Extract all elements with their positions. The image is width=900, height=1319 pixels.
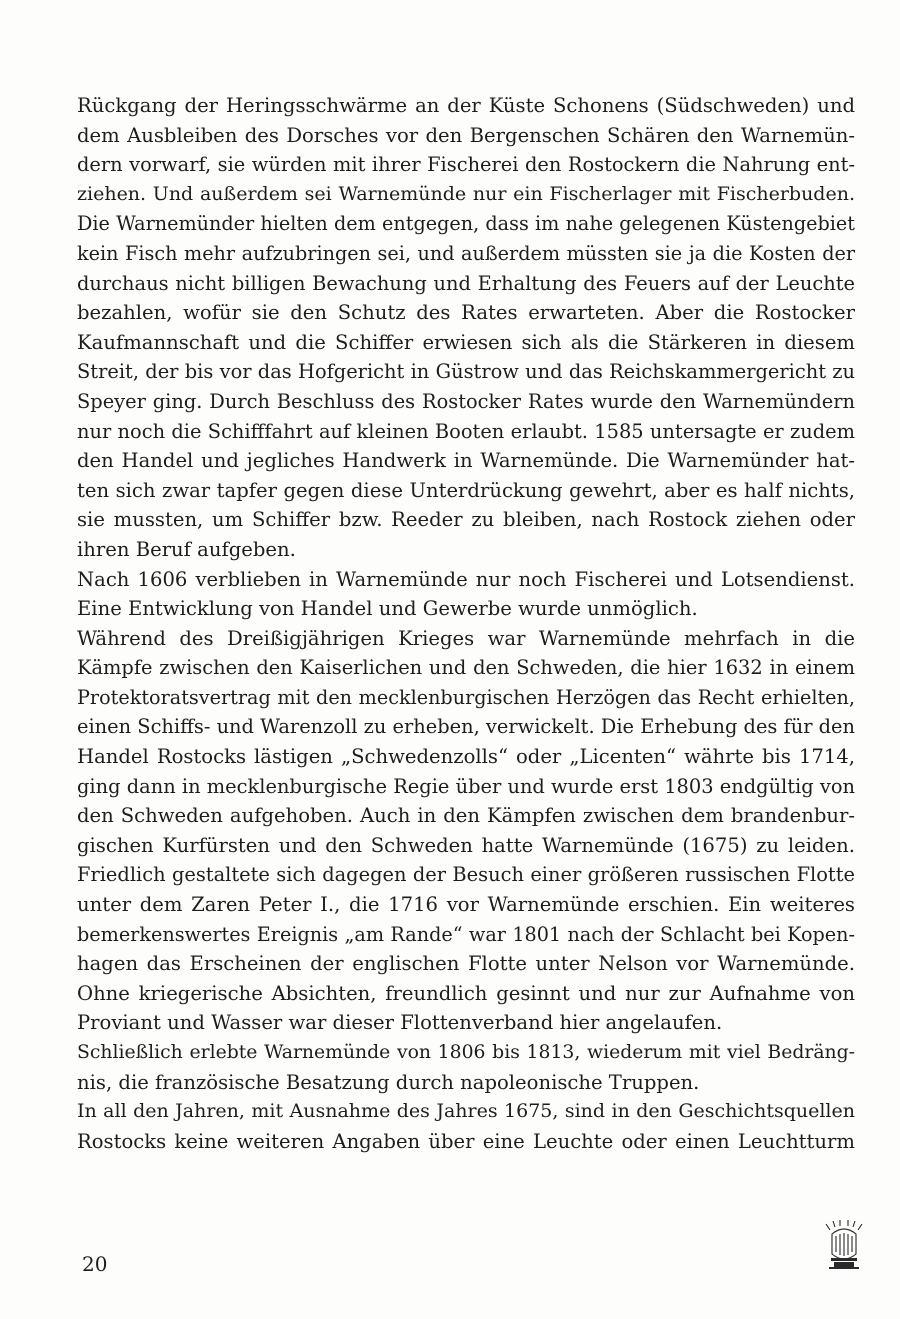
text-line: einen Schiffs- und Warenzoll zu erheben, verwickelt. Die Erhebung des für den bbox=[77, 715, 856, 739]
text-line: Kaufmannschaft und die Schiffer erwiesen sich als die Stärkeren in diesem bbox=[77, 330, 855, 354]
text-line: den Schweden aufgehoben. Auch in den Kämpfen zwischen dem brandenbur- bbox=[77, 804, 855, 828]
text-line: In all den Jahren, mit Ausnahme des Jahres 1675, sind in den Geschichtsquellen bbox=[77, 1100, 855, 1123]
text-line: dem Ausbleiben des Dorsches vor den Bergenschen Schären den Warnemün- bbox=[77, 123, 855, 147]
text-line: Während des Dreißigjährigen Krieges war Warnemünde mehrfach in die bbox=[77, 626, 855, 650]
text-line: ging dann in mecklenburgische Regie über und wurde erst 1803 endgültig von bbox=[77, 774, 855, 798]
text-line: ihren Beruf aufgeben. bbox=[77, 537, 296, 561]
text-line: bezahlen, wofür sie den Schutz des Rates erwarteten. Aber die Rostocker bbox=[77, 301, 855, 325]
text-line: ziehen. Und außerdem sei Warnemünde nur ein Fischerlager mit Fischerbuden. bbox=[77, 182, 855, 205]
text-line: ten sich zwar tapfer gegen diese Unterdrückung gewehrt, aber es half nichts, bbox=[77, 478, 855, 502]
text-line: Kämpfe zwischen den Kaiserlichen und den Schweden, die hier 1632 in einem bbox=[77, 656, 855, 680]
text-line: Die Warnemünder hielten dem entgegen, dass im nahe gelegenen Küstengebiet bbox=[77, 212, 855, 236]
text-line: durchaus nicht billigen Bewachung und Erhaltung des Feuers auf der Leuchte bbox=[77, 271, 855, 295]
text-line: Friedlich gestaltete sich dagegen der Besuch einer größeren russischen Flotte bbox=[77, 863, 855, 887]
text-line: bemerkenswertes Ereignis „am Rande“ war 1801 nach der Schlacht bei Kopen- bbox=[77, 922, 855, 946]
text-line: nur noch die Schifffahrt auf kleinen Booten erlaubt. 1585 untersagte er zudem bbox=[77, 419, 855, 443]
text-line: kein Fisch mehr aufzubringen sei, und außerdem müssten sie ja die Kosten der bbox=[77, 241, 855, 265]
text-line: Nach 1606 verblieben in Warnemünde nur noch Fischerei und Lotsendienst. bbox=[77, 567, 855, 591]
text-line: gischen Kurfürsten und den Schweden hatte Warnemünde (1675) zu leiden. bbox=[77, 833, 855, 857]
text-line: Speyer ging. Durch Beschluss des Rostocker Rates wurde den Warnemündern bbox=[77, 389, 855, 413]
text-line: Streit, der bis vor das Hofgericht in Güstrow und das Reichskammergericht zu bbox=[77, 360, 855, 384]
text-line: Rostocks keine weiteren Angaben über eine Leuchte oder einen Leuchtturm bbox=[77, 1129, 855, 1153]
text-line: Protektoratsvertrag mit den mecklenburgischen Herzögen das Recht erhielten, bbox=[77, 685, 855, 709]
text-line: nis, die französische Besatzung durch napoleonische Truppen. bbox=[77, 1070, 700, 1094]
text-line: Eine Entwicklung von Handel und Gewerbe wurde unmöglich. bbox=[77, 597, 698, 621]
text-line: dern vorwarf, sie würden mit ihrer Fischerei den Rostockern die Nahrung ent- bbox=[77, 153, 855, 177]
text-line: Rückgang der Heringsschwärme an der Küste Schonens (Südschweden) und bbox=[77, 94, 855, 117]
text-line: unter dem Zaren Peter I., die 1716 vor Warnemünde erschien. Ein weiteres bbox=[77, 893, 855, 917]
text-line: sie mussten, um Schiffer bzw. Reeder zu bleiben, nach Rostock ziehen oder bbox=[77, 508, 855, 532]
page-number: 20 bbox=[82, 1252, 108, 1276]
lighthouse-emblem-icon bbox=[818, 1218, 870, 1274]
text-line: Ohne kriegerische Absichten, freundlich gesinnt und nur zur Aufnahme von bbox=[77, 981, 855, 1005]
body-text bbox=[77, 91, 855, 1156]
text-line: Proviant und Wasser war dieser Flottenverband hier angelaufen. bbox=[77, 1011, 723, 1035]
text-line: Schließlich erlebte Warnemünde von 1806 bis 1813, wiederum mit viel Bedräng- bbox=[77, 1042, 855, 1063]
text-line: den Handel und jegliches Handwerk in Warnemünde. Die Warnemünder hat- bbox=[77, 449, 855, 473]
text-line: Handel Rostocks lästigen „Schwedenzolls“ oder „Licenten“ währte bis 1714, bbox=[77, 745, 855, 769]
text-line: hagen das Erscheinen der englischen Flotte unter Nelson vor Warnemünde. bbox=[77, 952, 855, 976]
